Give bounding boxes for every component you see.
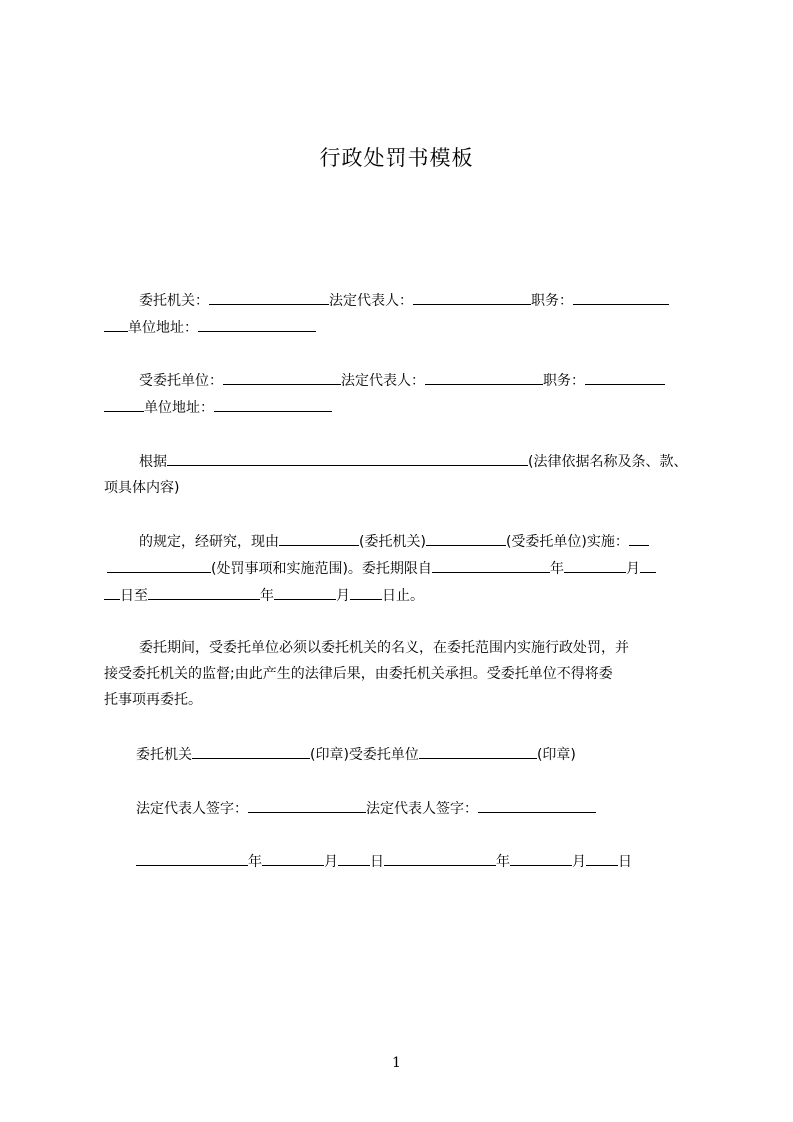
page-number: 1 xyxy=(392,1055,401,1071)
address-label: 单位地址： xyxy=(128,320,198,336)
legal-rep-blank[interactable] xyxy=(413,291,531,305)
date-day-blank-1[interactable] xyxy=(338,852,370,866)
date-month-label-1: 月 xyxy=(324,854,338,870)
date-year-label-2: 年 xyxy=(496,854,510,870)
end-day-label: 日止。 xyxy=(382,588,424,604)
date-year-blank-2[interactable] xyxy=(384,852,496,866)
date-month-blank-2[interactable] xyxy=(510,852,572,866)
position-label: 职务： xyxy=(531,293,573,309)
legal-basis-line xyxy=(139,452,687,471)
agency-blank[interactable] xyxy=(279,532,359,546)
legal-basis-hint-cont: 项具体内容) xyxy=(104,480,180,496)
date-month-blank-1[interactable] xyxy=(262,852,324,866)
seal-hint: (印章) xyxy=(536,747,576,763)
provision-line-3 xyxy=(104,586,424,605)
address-blank[interactable] xyxy=(198,318,316,332)
end-month-blank[interactable] xyxy=(274,586,336,600)
seal-agency-label: 委托机关 xyxy=(136,747,192,763)
day-to-label: 日至 xyxy=(120,588,148,604)
start-year-blank[interactable] xyxy=(432,559,550,573)
scope-blank-start[interactable] xyxy=(629,532,649,546)
legal-rep-label: 法定代表人： xyxy=(329,293,413,309)
document-title: 行政处罚书模板 xyxy=(319,146,474,170)
entrusting-address-line xyxy=(104,318,316,337)
seal-agency-blank[interactable] xyxy=(192,745,310,759)
date-year-label-1: 年 xyxy=(248,854,262,870)
date-month-label-2: 月 xyxy=(572,854,586,870)
seal-unit-label: (印章)受委托单位 xyxy=(310,747,419,763)
entrusted-unit-blank[interactable] xyxy=(223,371,341,385)
position-blank-2[interactable] xyxy=(585,371,665,385)
end-day-blank[interactable] xyxy=(350,586,382,600)
scope-blank[interactable] xyxy=(107,559,211,573)
legal-basis-hint: (法律依据名称及条、款、 xyxy=(528,454,688,470)
date-line xyxy=(136,852,632,871)
date-day-label-1: 日 xyxy=(370,854,384,870)
seal-line xyxy=(136,745,576,764)
provision-text: 的规定，经研究，现由 xyxy=(139,534,279,550)
seal-unit-blank[interactable] xyxy=(419,745,537,759)
agency-hint: (委托机关) xyxy=(359,534,426,550)
unit-hint: (受委托单位)实施： xyxy=(505,534,629,550)
position-blank[interactable] xyxy=(573,291,669,305)
signature-line xyxy=(136,799,596,818)
legal-basis-line-2 xyxy=(104,479,179,497)
signature-blank-2[interactable] xyxy=(478,799,596,813)
end-year-blank[interactable] xyxy=(148,586,260,600)
year-label: 年 xyxy=(549,561,564,577)
signature-label-1: 法定代表人签字： xyxy=(136,801,248,817)
date-year-blank-1[interactable] xyxy=(136,852,248,866)
position-blank-cont[interactable] xyxy=(104,318,128,332)
position-blank-2-cont[interactable] xyxy=(104,398,144,412)
date-day-blank-2[interactable] xyxy=(586,852,618,866)
provision-line-2 xyxy=(107,559,656,578)
scope-hint: (处罚事项和实施范围)。委托期限自 xyxy=(211,561,432,577)
start-day-blank-cont[interactable] xyxy=(104,586,120,600)
end-month-label: 月 xyxy=(336,588,350,604)
entrusting-agency-line xyxy=(139,291,669,310)
terms-line-3: 托事项再委托。 xyxy=(104,692,202,708)
legal-rep-label-2: 法定代表人： xyxy=(341,373,425,389)
entrusted-unit-label: 受委托单位： xyxy=(139,373,223,389)
entrusting-agency-blank[interactable] xyxy=(209,291,329,305)
entrusted-unit-line xyxy=(139,371,665,390)
signature-label-2: 法定代表人签字： xyxy=(366,801,478,817)
entrusting-agency-label: 委托机关： xyxy=(139,293,209,309)
terms-line-2: 接受委托机关的监督;由此产生的法律后果，由委托机关承担。受委托单位不得将委 xyxy=(104,666,613,682)
unit-blank[interactable] xyxy=(426,532,506,546)
provision-line-1 xyxy=(139,532,649,551)
address-blank-2[interactable] xyxy=(214,398,332,412)
terms-line-1: 委托期间，受委托单位必须以委托机关的名义，在委托范围内实施行政处罚，并 xyxy=(139,640,629,656)
start-month-blank[interactable] xyxy=(564,559,626,573)
entrusted-address-line xyxy=(104,398,332,417)
signature-blank-1[interactable] xyxy=(248,799,366,813)
start-day-blank[interactable] xyxy=(640,559,656,573)
end-year-label: 年 xyxy=(260,588,274,604)
legal-rep-blank-2[interactable] xyxy=(425,371,543,385)
date-day-label-2: 日 xyxy=(618,854,632,870)
position-label-2: 职务： xyxy=(543,373,585,389)
legal-basis-blank[interactable] xyxy=(167,452,528,466)
address-label-2: 单位地址： xyxy=(144,400,214,416)
legal-basis-label: 根据 xyxy=(139,454,167,470)
month-label: 月 xyxy=(625,561,640,577)
